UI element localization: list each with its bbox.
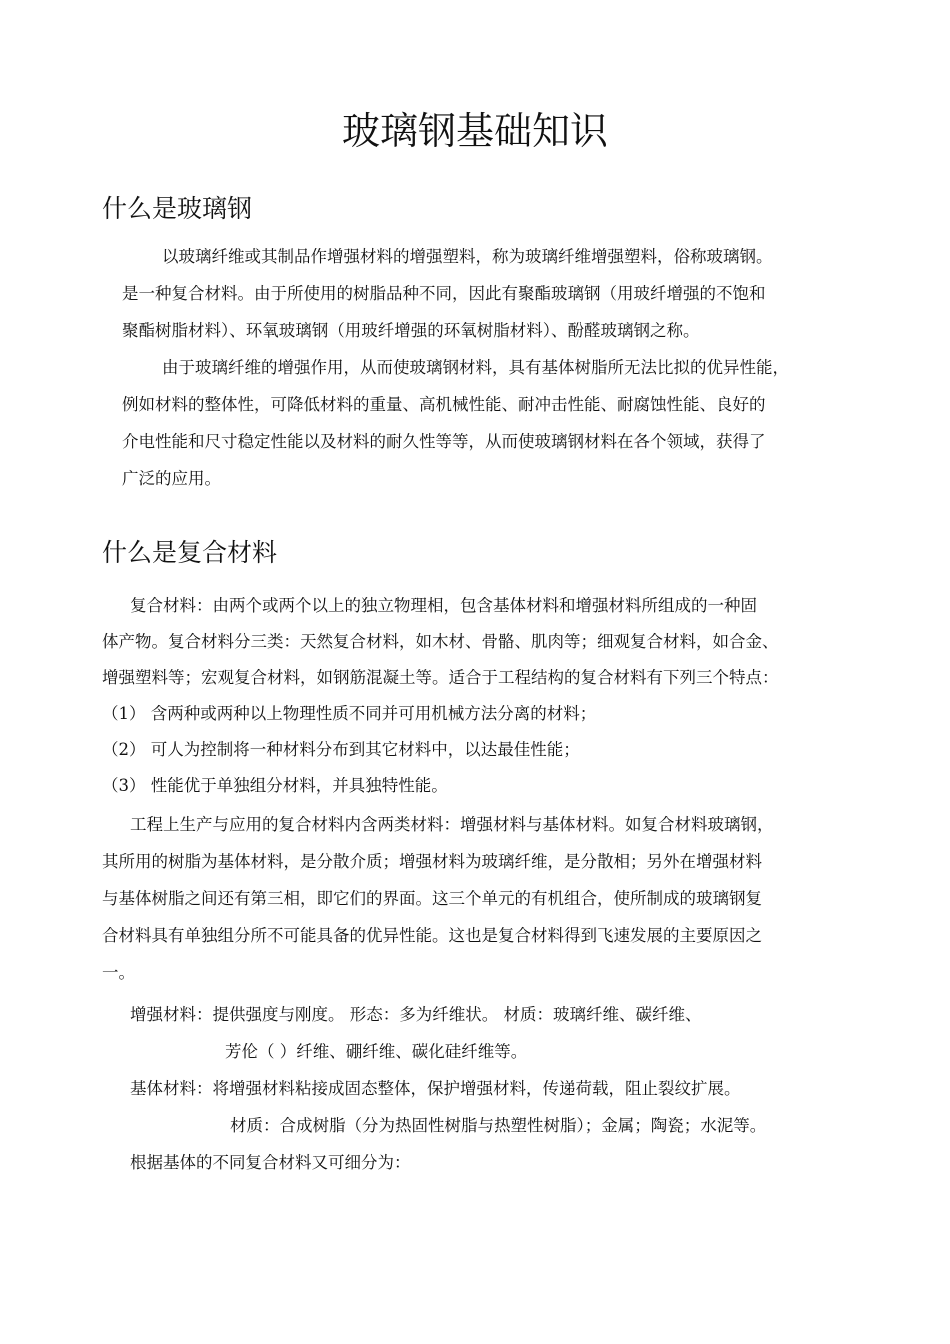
document-title: 玻璃钢基础知识: [341, 109, 608, 153]
list-item: （3） 性能优于单独组分材料，并具独特性能。: [102, 776, 448, 795]
list-item: （2） 可人为控制将一种材料分布到其它材料中，以达最佳性能；: [102, 740, 580, 759]
paragraph-line: 材质：合成树脂（分为热固性树脂与热塑性树脂）；金属；陶瓷；水泥等。: [230, 1116, 767, 1135]
paragraph-line: 工程上生产与应用的复合材料内含两类材料：增强材料与基体材料。如复合材料玻璃钢，: [130, 815, 774, 834]
paragraph-line: 一。: [102, 963, 135, 982]
paragraph-line: 增强材料：提供强度与刚度。 形态：多为纤维状。 材质：玻璃纤维、碳纤维、: [130, 1005, 702, 1024]
paragraph-line: 聚酯树脂材料）、环氧玻璃钢（用玻纤增强的环氧树脂材料）、酚醛玻璃钢之称。: [122, 321, 700, 340]
section-heading-fiberglass: 什么是玻璃钢: [102, 194, 253, 223]
paragraph-line: 由于玻璃纤维的增强作用，从而使玻璃钢材料，具有基体树脂所无法比拟的优异性能，: [162, 358, 789, 377]
paragraph-line: 与基体树脂之间还有第三相，即它们的界面。这三个单元的有机组合，使所制成的玻璃钢复: [102, 889, 762, 908]
section-heading-composite: 什么是复合材料: [102, 538, 278, 567]
paragraph-line: 是一种复合材料。由于所使用的树脂品种不同，因此有聚酯玻璃钢（用玻纤增强的不饱和: [122, 284, 766, 303]
paragraph-line: 增强塑料等；宏观复合材料，如钢筋混凝土等。适合于工程结构的复合材料有下列三个特点：: [102, 668, 779, 687]
paragraph-line: 体产物。复合材料分三类：天然复合材料，如木材、骨骼、肌肉等；细观复合材料，如合金、: [102, 632, 779, 651]
paragraph-line: 基体材料：将增强材料粘接成固态整体，保护增强材料，传递荷载，阻止裂纹扩展。: [130, 1079, 741, 1098]
paragraph-line: 以玻璃纤维或其制品作增强材料的增强塑料，称为玻璃纤维增强塑料，俗称玻璃钢。: [162, 247, 773, 266]
paragraph-line: 例如材料的整体性，可降低材料的重量、高机械性能、耐冲击性能、耐腐蚀性能、良好的: [122, 395, 766, 414]
paragraph-line: 芳伦（ ）纤维、硼纤维、碳化硅纤维等。: [225, 1042, 528, 1061]
paragraph-line: 根据基体的不同复合材料又可细分为：: [130, 1153, 411, 1172]
paragraph-line: 介电性能和尺寸稳定性能以及材料的耐久性等等，从而使玻璃钢材料在各个领域，获得了: [122, 432, 766, 451]
paragraph-line: 合材料具有单独组分所不可能具备的优异性能。这也是复合材料得到飞速发展的主要原因之: [102, 926, 762, 945]
paragraph-line: 广泛的应用。: [122, 469, 221, 488]
list-item: （1） 含两种或两种以上物理性质不同并可用机械方法分离的材料；: [102, 704, 597, 723]
paragraph-line: 复合材料：由两个或两个以上的独立物理相，包含基体材料和增强材料所组成的一种固: [130, 596, 757, 615]
paragraph-line: 其所用的树脂为基体材料，是分散介质；增强材料为玻璃纤维，是分散相；另外在增强材料: [102, 852, 762, 871]
